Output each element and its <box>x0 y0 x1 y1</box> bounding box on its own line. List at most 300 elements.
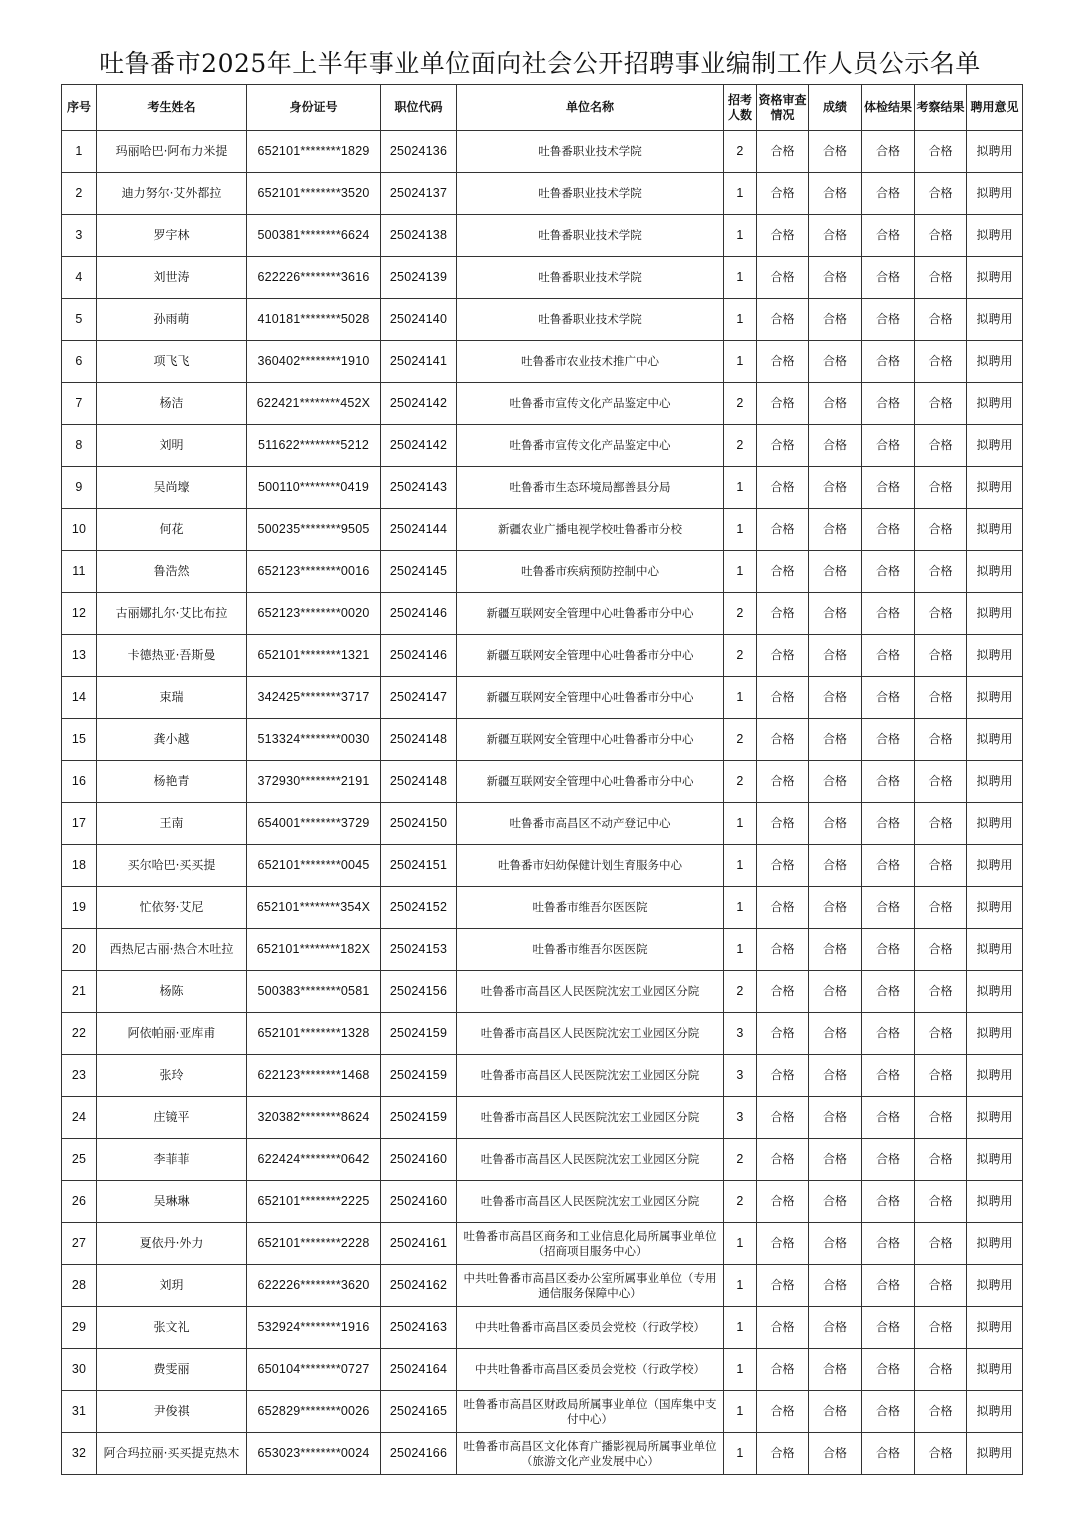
cell-no: 11 <box>62 551 97 593</box>
cell-review: 合格 <box>915 1349 967 1391</box>
cell-exam: 合格 <box>862 635 915 677</box>
cell-opinion: 拟聘用 <box>967 887 1023 929</box>
cell-code: 25024146 <box>381 635 457 677</box>
cell-exam: 合格 <box>862 215 915 257</box>
cell-code: 25024141 <box>381 341 457 383</box>
cell-id: 500383********0581 <box>247 971 381 1013</box>
cell-name: 束瑞 <box>97 677 247 719</box>
cell-score: 合格 <box>809 257 862 299</box>
cell-name: 鲁浩然 <box>97 551 247 593</box>
cell-opinion: 拟聘用 <box>967 383 1023 425</box>
table-row <box>62 551 1023 593</box>
table-row <box>62 845 1023 887</box>
table-header <box>62 85 1023 131</box>
cell-opinion: 拟聘用 <box>967 1055 1023 1097</box>
cell-opinion: 拟聘用 <box>967 1181 1023 1223</box>
cell-code: 25024147 <box>381 677 457 719</box>
cell-no: 25 <box>62 1139 97 1181</box>
col-unit-header: 单位名称 <box>457 85 724 131</box>
cell-name: 卡德热亚·吾斯曼 <box>97 635 247 677</box>
cell-exam: 合格 <box>862 677 915 719</box>
cell-id: 622226********3616 <box>247 257 381 299</box>
roster-table <box>61 84 1023 1475</box>
cell-name: 张玲 <box>97 1055 247 1097</box>
cell-qualification: 合格 <box>757 1307 809 1349</box>
cell-score: 合格 <box>809 341 862 383</box>
col-exam-header: 体检结果 <box>862 85 915 131</box>
cell-score: 合格 <box>809 1391 862 1433</box>
cell-exam: 合格 <box>862 299 915 341</box>
cell-name: 古丽娜扎尔·艾比布拉 <box>97 593 247 635</box>
cell-code: 25024165 <box>381 1391 457 1433</box>
cell-unit: 吐鲁番市高昌区人民医院沈宏工业园区分院 <box>457 1181 724 1223</box>
cell-qualification: 合格 <box>757 677 809 719</box>
cell-count: 1 <box>724 509 757 551</box>
cell-unit: 吐鲁番市高昌区商务和工业信息化局所属事业单位（招商项目服务中心） <box>457 1223 724 1265</box>
cell-unit: 吐鲁番职业技术学院 <box>457 131 724 173</box>
cell-code: 25024142 <box>381 383 457 425</box>
cell-count: 2 <box>724 971 757 1013</box>
cell-qualification: 合格 <box>757 761 809 803</box>
cell-no: 9 <box>62 467 97 509</box>
cell-count: 1 <box>724 341 757 383</box>
cell-no: 22 <box>62 1013 97 1055</box>
cell-code: 25024160 <box>381 1139 457 1181</box>
cell-exam: 合格 <box>862 971 915 1013</box>
cell-id: 653023********0024 <box>247 1433 381 1475</box>
cell-review: 合格 <box>915 887 967 929</box>
cell-no: 7 <box>62 383 97 425</box>
cell-unit: 吐鲁番职业技术学院 <box>457 257 724 299</box>
cell-unit: 新疆互联网安全管理中心吐鲁番市分中心 <box>457 677 724 719</box>
cell-review: 合格 <box>915 425 967 467</box>
cell-code: 25024163 <box>381 1307 457 1349</box>
cell-opinion: 拟聘用 <box>967 803 1023 845</box>
cell-name: 项飞飞 <box>97 341 247 383</box>
cell-review: 合格 <box>915 1265 967 1307</box>
table-row <box>62 1223 1023 1265</box>
cell-id: 500235********9505 <box>247 509 381 551</box>
cell-score: 合格 <box>809 1307 862 1349</box>
cell-name: 杨艳青 <box>97 761 247 803</box>
cell-id: 652101********182X <box>247 929 381 971</box>
cell-unit: 吐鲁番市维吾尔医医院 <box>457 887 724 929</box>
cell-score: 合格 <box>809 845 862 887</box>
cell-qualification: 合格 <box>757 1139 809 1181</box>
cell-name: 吴琳琳 <box>97 1181 247 1223</box>
col-score-header: 成绩 <box>809 85 862 131</box>
cell-opinion: 拟聘用 <box>967 425 1023 467</box>
cell-opinion: 拟聘用 <box>967 677 1023 719</box>
cell-qualification: 合格 <box>757 1265 809 1307</box>
cell-id: 622421********452X <box>247 383 381 425</box>
cell-score: 合格 <box>809 1223 862 1265</box>
cell-opinion: 拟聘用 <box>967 971 1023 1013</box>
cell-id: 652829********0026 <box>247 1391 381 1433</box>
cell-count: 1 <box>724 215 757 257</box>
cell-exam: 合格 <box>862 593 915 635</box>
cell-count: 2 <box>724 635 757 677</box>
cell-code: 25024145 <box>381 551 457 593</box>
cell-code: 25024150 <box>381 803 457 845</box>
cell-qualification: 合格 <box>757 593 809 635</box>
table-row <box>62 509 1023 551</box>
cell-opinion: 拟聘用 <box>967 1223 1023 1265</box>
cell-exam: 合格 <box>862 1055 915 1097</box>
cell-exam: 合格 <box>862 1097 915 1139</box>
cell-no: 13 <box>62 635 97 677</box>
cell-name: 玛丽哈巴·阿布力米提 <box>97 131 247 173</box>
cell-no: 29 <box>62 1307 97 1349</box>
cell-exam: 合格 <box>862 1013 915 1055</box>
cell-no: 31 <box>62 1391 97 1433</box>
cell-exam: 合格 <box>862 173 915 215</box>
cell-qualification: 合格 <box>757 467 809 509</box>
cell-opinion: 拟聘用 <box>967 1265 1023 1307</box>
cell-exam: 合格 <box>862 1181 915 1223</box>
cell-review: 合格 <box>915 803 967 845</box>
cell-id: 652101********1829 <box>247 131 381 173</box>
cell-count: 2 <box>724 425 757 467</box>
cell-score: 合格 <box>809 1181 862 1223</box>
cell-exam: 合格 <box>862 1265 915 1307</box>
cell-opinion: 拟聘用 <box>967 1391 1023 1433</box>
cell-review: 合格 <box>915 971 967 1013</box>
cell-count: 2 <box>724 1139 757 1181</box>
cell-no: 15 <box>62 719 97 761</box>
cell-no: 28 <box>62 1265 97 1307</box>
cell-name: 何花 <box>97 509 247 551</box>
cell-exam: 合格 <box>862 887 915 929</box>
cell-opinion: 拟聘用 <box>967 635 1023 677</box>
table-row <box>62 1139 1023 1181</box>
table-row <box>62 1097 1023 1139</box>
cell-count: 2 <box>724 719 757 761</box>
cell-qualification: 合格 <box>757 1391 809 1433</box>
cell-count: 1 <box>724 677 757 719</box>
cell-qualification: 合格 <box>757 425 809 467</box>
cell-count: 1 <box>724 1349 757 1391</box>
cell-review: 合格 <box>915 257 967 299</box>
cell-code: 25024142 <box>381 425 457 467</box>
table-row <box>62 593 1023 635</box>
cell-no: 10 <box>62 509 97 551</box>
cell-exam: 合格 <box>862 719 915 761</box>
cell-id: 320382********8624 <box>247 1097 381 1139</box>
cell-unit: 吐鲁番市农业技术推广中心 <box>457 341 724 383</box>
table-row <box>62 1307 1023 1349</box>
cell-review: 合格 <box>915 929 967 971</box>
cell-code: 25024160 <box>381 1181 457 1223</box>
cell-opinion: 拟聘用 <box>967 215 1023 257</box>
cell-no: 27 <box>62 1223 97 1265</box>
cell-review: 合格 <box>915 677 967 719</box>
cell-name: 费雯丽 <box>97 1349 247 1391</box>
cell-unit: 吐鲁番市高昌区不动产登记中心 <box>457 803 724 845</box>
cell-no: 12 <box>62 593 97 635</box>
cell-no: 18 <box>62 845 97 887</box>
table-row <box>62 1013 1023 1055</box>
cell-exam: 合格 <box>862 131 915 173</box>
cell-review: 合格 <box>915 1055 967 1097</box>
col-opinion-header: 聘用意见 <box>967 85 1023 131</box>
table-row <box>62 1055 1023 1097</box>
cell-opinion: 拟聘用 <box>967 929 1023 971</box>
cell-qualification: 合格 <box>757 1055 809 1097</box>
table-row <box>62 971 1023 1013</box>
cell-review: 合格 <box>915 635 967 677</box>
table-row <box>62 635 1023 677</box>
cell-opinion: 拟聘用 <box>967 1097 1023 1139</box>
cell-count: 1 <box>724 929 757 971</box>
cell-exam: 合格 <box>862 257 915 299</box>
cell-count: 1 <box>724 257 757 299</box>
cell-review: 合格 <box>915 341 967 383</box>
cell-name: 杨陈 <box>97 971 247 1013</box>
table-row <box>62 719 1023 761</box>
cell-unit: 吐鲁番职业技术学院 <box>457 299 724 341</box>
cell-unit: 吐鲁番市高昌区文化体育广播影视局所属事业单位（旅游文化产业发展中心） <box>457 1433 724 1475</box>
cell-code: 25024166 <box>381 1433 457 1475</box>
cell-score: 合格 <box>809 929 862 971</box>
cell-code: 25024151 <box>381 845 457 887</box>
cell-review: 合格 <box>915 1013 967 1055</box>
cell-qualification: 合格 <box>757 929 809 971</box>
cell-code: 25024146 <box>381 593 457 635</box>
cell-qualification: 合格 <box>757 1223 809 1265</box>
cell-no: 16 <box>62 761 97 803</box>
cell-unit: 吐鲁番市高昌区人民医院沈宏工业园区分院 <box>457 1013 724 1055</box>
cell-unit: 吐鲁番市疾病预防控制中心 <box>457 551 724 593</box>
cell-name: 刘明 <box>97 425 247 467</box>
cell-score: 合格 <box>809 593 862 635</box>
cell-id: 652101********3520 <box>247 173 381 215</box>
cell-id: 342425********3717 <box>247 677 381 719</box>
cell-review: 合格 <box>915 173 967 215</box>
cell-no: 21 <box>62 971 97 1013</box>
cell-no: 4 <box>62 257 97 299</box>
cell-review: 合格 <box>915 1307 967 1349</box>
cell-id: 652101********2228 <box>247 1223 381 1265</box>
cell-code: 25024152 <box>381 887 457 929</box>
cell-qualification: 合格 <box>757 1097 809 1139</box>
cell-name: 罗宇林 <box>97 215 247 257</box>
cell-qualification: 合格 <box>757 1433 809 1475</box>
table-row <box>62 383 1023 425</box>
cell-exam: 合格 <box>862 1223 915 1265</box>
cell-qualification: 合格 <box>757 845 809 887</box>
cell-code: 25024159 <box>381 1013 457 1055</box>
cell-id: 622123********1468 <box>247 1055 381 1097</box>
cell-name: 李菲菲 <box>97 1139 247 1181</box>
cell-name: 迪力努尔·艾外都拉 <box>97 173 247 215</box>
cell-review: 合格 <box>915 1139 967 1181</box>
cell-score: 合格 <box>809 131 862 173</box>
table-row <box>62 467 1023 509</box>
cell-qualification: 合格 <box>757 1013 809 1055</box>
cell-unit: 吐鲁番市高昌区人民医院沈宏工业园区分院 <box>457 1097 724 1139</box>
cell-no: 20 <box>62 929 97 971</box>
cell-id: 652101********0045 <box>247 845 381 887</box>
cell-name: 阿依帕丽·亚库甫 <box>97 1013 247 1055</box>
cell-qualification: 合格 <box>757 257 809 299</box>
page-title: 吐鲁番市2025年上半年事业单位面向社会公开招聘事业编制工作人员公示名单 <box>99 49 981 78</box>
cell-review: 合格 <box>915 1391 967 1433</box>
cell-exam: 合格 <box>862 551 915 593</box>
col-qualification-header: 资格审查情况 <box>757 85 809 131</box>
cell-name: 张文礼 <box>97 1307 247 1349</box>
cell-exam: 合格 <box>862 845 915 887</box>
cell-code: 25024138 <box>381 215 457 257</box>
cell-name: 夏依丹·外力 <box>97 1223 247 1265</box>
cell-score: 合格 <box>809 1013 862 1055</box>
cell-unit: 中共吐鲁番市高昌区委办公室所属事业单位（专用通信服务保障中心） <box>457 1265 724 1307</box>
cell-opinion: 拟聘用 <box>967 845 1023 887</box>
cell-exam: 合格 <box>862 1391 915 1433</box>
cell-score: 合格 <box>809 551 862 593</box>
cell-opinion: 拟聘用 <box>967 173 1023 215</box>
cell-exam: 合格 <box>862 425 915 467</box>
cell-unit: 吐鲁番职业技术学院 <box>457 173 724 215</box>
cell-review: 合格 <box>915 719 967 761</box>
cell-opinion: 拟聘用 <box>967 1433 1023 1475</box>
cell-count: 1 <box>724 1223 757 1265</box>
cell-id: 360402********1910 <box>247 341 381 383</box>
cell-unit: 吐鲁番市高昌区财政局所属事业单位（国库集中支付中心） <box>457 1391 724 1433</box>
cell-review: 合格 <box>915 1223 967 1265</box>
cell-name: 买尔哈巴·买买提 <box>97 845 247 887</box>
cell-count: 2 <box>724 593 757 635</box>
cell-unit: 吐鲁番市高昌区人民医院沈宏工业园区分院 <box>457 1139 724 1181</box>
cell-count: 3 <box>724 1055 757 1097</box>
cell-code: 25024143 <box>381 467 457 509</box>
cell-code: 25024153 <box>381 929 457 971</box>
table-row <box>62 215 1023 257</box>
cell-name: 孙雨萌 <box>97 299 247 341</box>
cell-opinion: 拟聘用 <box>967 131 1023 173</box>
cell-count: 3 <box>724 1097 757 1139</box>
cell-opinion: 拟聘用 <box>967 761 1023 803</box>
cell-opinion: 拟聘用 <box>967 1013 1023 1055</box>
cell-score: 合格 <box>809 509 862 551</box>
cell-unit: 新疆互联网安全管理中心吐鲁番市分中心 <box>457 719 724 761</box>
cell-qualification: 合格 <box>757 173 809 215</box>
cell-count: 2 <box>724 131 757 173</box>
cell-unit: 吐鲁番市宣传文化产品鉴定中心 <box>457 383 724 425</box>
cell-name: 阿合玛拉丽·买买提克热木 <box>97 1433 247 1475</box>
table-body <box>62 131 1023 1475</box>
cell-qualification: 合格 <box>757 215 809 257</box>
cell-exam: 合格 <box>862 929 915 971</box>
cell-opinion: 拟聘用 <box>967 1139 1023 1181</box>
cell-id: 652123********0020 <box>247 593 381 635</box>
table-row <box>62 803 1023 845</box>
cell-unit: 吐鲁番市生态环境局鄯善县分局 <box>457 467 724 509</box>
cell-unit: 新疆互联网安全管理中心吐鲁番市分中心 <box>457 761 724 803</box>
cell-opinion: 拟聘用 <box>967 467 1023 509</box>
cell-count: 1 <box>724 1307 757 1349</box>
cell-no: 24 <box>62 1097 97 1139</box>
cell-count: 1 <box>724 887 757 929</box>
cell-qualification: 合格 <box>757 803 809 845</box>
cell-no: 26 <box>62 1181 97 1223</box>
cell-id: 654001********3729 <box>247 803 381 845</box>
cell-opinion: 拟聘用 <box>967 341 1023 383</box>
cell-score: 合格 <box>809 677 862 719</box>
cell-name: 忙依努·艾尼 <box>97 887 247 929</box>
cell-unit: 吐鲁番市宣传文化产品鉴定中心 <box>457 425 724 467</box>
cell-id: 500110********0419 <box>247 467 381 509</box>
cell-opinion: 拟聘用 <box>967 719 1023 761</box>
cell-id: 652101********2225 <box>247 1181 381 1223</box>
cell-exam: 合格 <box>862 761 915 803</box>
cell-opinion: 拟聘用 <box>967 257 1023 299</box>
cell-qualification: 合格 <box>757 971 809 1013</box>
cell-review: 合格 <box>915 383 967 425</box>
cell-exam: 合格 <box>862 467 915 509</box>
cell-qualification: 合格 <box>757 299 809 341</box>
cell-name: 龚小越 <box>97 719 247 761</box>
cell-code: 25024148 <box>381 719 457 761</box>
cell-review: 合格 <box>915 299 967 341</box>
cell-score: 合格 <box>809 1097 862 1139</box>
cell-id: 652101********354X <box>247 887 381 929</box>
cell-unit: 新疆互联网安全管理中心吐鲁番市分中心 <box>457 593 724 635</box>
cell-exam: 合格 <box>862 1349 915 1391</box>
cell-review: 合格 <box>915 845 967 887</box>
cell-count: 1 <box>724 1433 757 1475</box>
cell-review: 合格 <box>915 761 967 803</box>
table-row <box>62 1265 1023 1307</box>
cell-unit: 吐鲁番市维吾尔医医院 <box>457 929 724 971</box>
cell-id: 652101********1328 <box>247 1013 381 1055</box>
cell-code: 25024164 <box>381 1349 457 1391</box>
cell-opinion: 拟聘用 <box>967 299 1023 341</box>
cell-qualification: 合格 <box>757 341 809 383</box>
cell-count: 1 <box>724 1265 757 1307</box>
cell-code: 25024136 <box>381 131 457 173</box>
cell-score: 合格 <box>809 761 862 803</box>
cell-unit: 新疆农业广播电视学校吐鲁番市分校 <box>457 509 724 551</box>
cell-qualification: 合格 <box>757 509 809 551</box>
col-count-header: 招考人数 <box>724 85 757 131</box>
cell-qualification: 合格 <box>757 131 809 173</box>
col-no-header: 序号 <box>62 85 97 131</box>
cell-review: 合格 <box>915 1433 967 1475</box>
cell-no: 17 <box>62 803 97 845</box>
cell-review: 合格 <box>915 215 967 257</box>
table-row <box>62 677 1023 719</box>
cell-opinion: 拟聘用 <box>967 1307 1023 1349</box>
table-row <box>62 341 1023 383</box>
col-name-header: 考生姓名 <box>97 85 247 131</box>
cell-id: 500381********6624 <box>247 215 381 257</box>
cell-qualification: 合格 <box>757 719 809 761</box>
cell-no: 2 <box>62 173 97 215</box>
cell-name: 西热尼古丽·热合木吐拉 <box>97 929 247 971</box>
table-row <box>62 929 1023 971</box>
cell-id: 650104********0727 <box>247 1349 381 1391</box>
cell-code: 25024140 <box>381 299 457 341</box>
cell-unit: 吐鲁番职业技术学院 <box>457 215 724 257</box>
cell-id: 622226********3620 <box>247 1265 381 1307</box>
cell-id: 372930********2191 <box>247 761 381 803</box>
table-row <box>62 299 1023 341</box>
table-row <box>62 1349 1023 1391</box>
cell-review: 合格 <box>915 551 967 593</box>
cell-opinion: 拟聘用 <box>967 551 1023 593</box>
cell-id: 513324********0030 <box>247 719 381 761</box>
